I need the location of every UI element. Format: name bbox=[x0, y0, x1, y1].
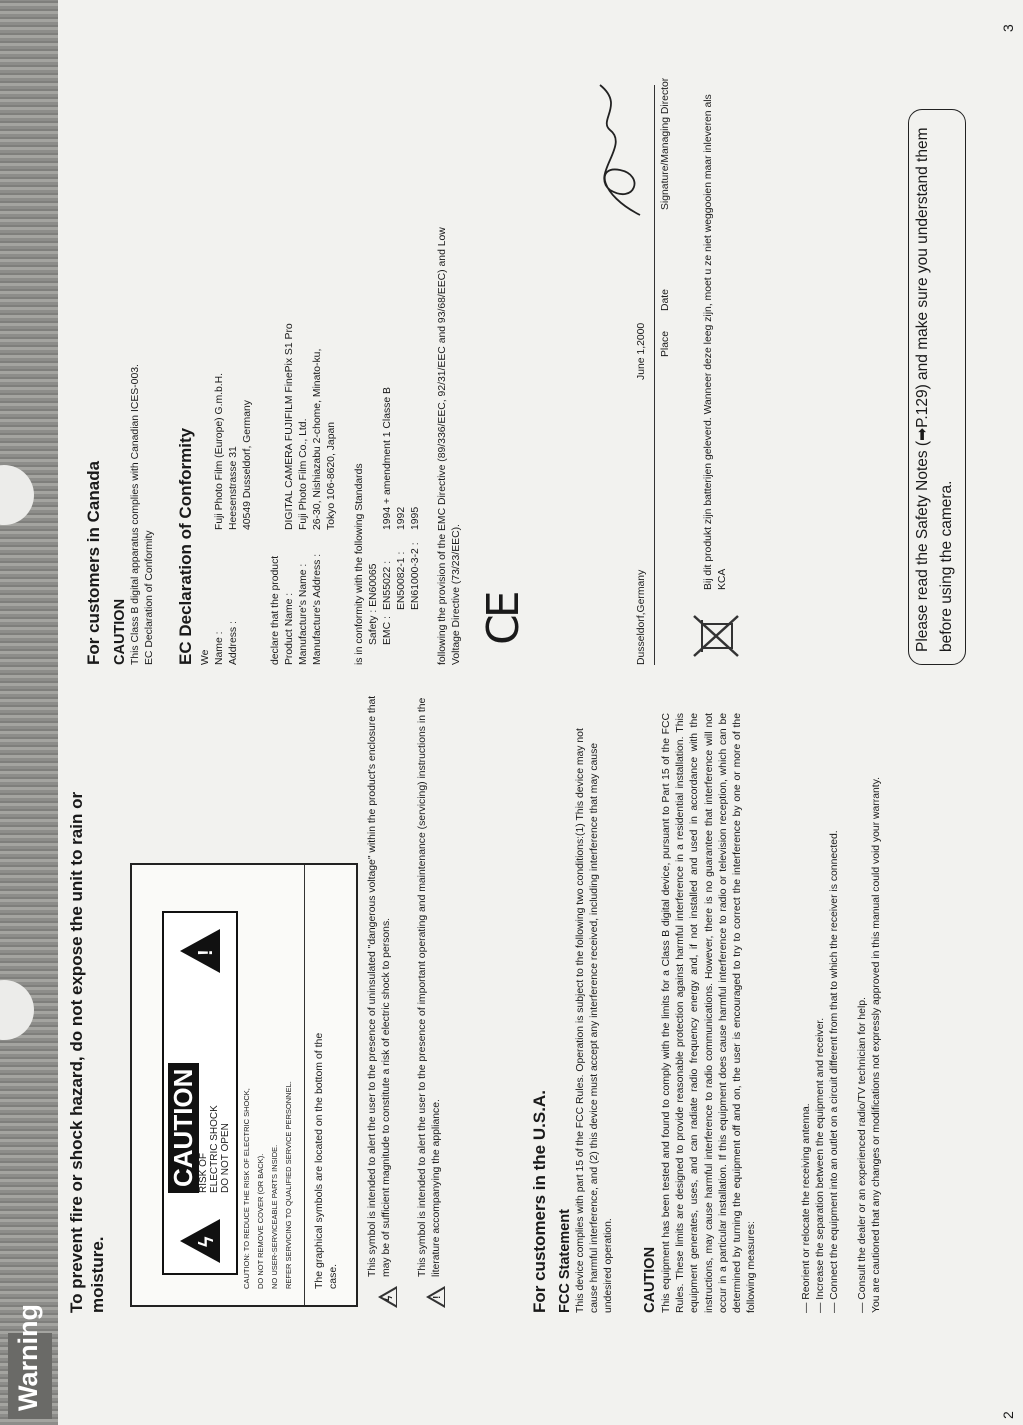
safety-note-text: Please read the Safety Notes (➡P.129) and make sure you understand them before using the camera. bbox=[914, 127, 955, 652]
exclamation-glyph: ! bbox=[195, 949, 217, 956]
conformity-text: is in conformity with the following Standards bbox=[354, 463, 365, 665]
fcc-heading: FCC Statement bbox=[557, 1209, 573, 1313]
address-label: Address : bbox=[228, 621, 239, 665]
plate-line: DO NOT OPEN bbox=[220, 1123, 231, 1193]
address-line: Heesenstrasse 31 bbox=[228, 446, 239, 530]
crossed-bin-icon bbox=[690, 612, 742, 660]
box-divider bbox=[304, 865, 305, 1305]
caution-line: DO NOT REMOVE COVER (OR BACK). bbox=[256, 1153, 265, 1289]
signature-icon bbox=[590, 75, 650, 225]
punch-hole bbox=[0, 980, 34, 1040]
we-label: We bbox=[200, 649, 211, 665]
measure-1: — Reorient or relocate the receiving antenna. bbox=[801, 1103, 812, 1313]
punch-hole bbox=[0, 465, 34, 525]
header-band bbox=[0, 0, 58, 1425]
emc-code: EN55022 : bbox=[382, 560, 393, 610]
name-label: Name : bbox=[214, 631, 225, 665]
mfr-address-label: Manufacture's Address : bbox=[312, 553, 323, 665]
directive-text: following the provision of the EMC Directive (89/336/EEC, 92/31/EEC and 93/68/EEC) and Low Voltage Directive (73/23/EEC). bbox=[437, 227, 463, 665]
caution-plate bbox=[162, 911, 238, 1275]
product-value: DIGITAL CAMERA FUJIFILM FinePix S1 Pro bbox=[284, 323, 295, 530]
measure-4: — Consult the dealer or an experienced radio/TV technician for help. bbox=[857, 997, 868, 1313]
place-label: Place bbox=[660, 331, 671, 357]
lightning-glyph: ϟ bbox=[196, 1236, 218, 1247]
declare-text: declare that the product bbox=[270, 555, 281, 665]
page-title: Warning bbox=[8, 1333, 52, 1419]
warning-box bbox=[130, 863, 358, 1307]
exclamation-symbol-glyph: ! bbox=[432, 1295, 443, 1299]
safety-note-box bbox=[908, 109, 966, 665]
symbols-note: The graphical symbols are located on the bottom of the case. bbox=[313, 1032, 340, 1289]
emc-code: EN50082-1 : bbox=[396, 551, 407, 610]
canada-text: This Class B digital apparatus complies with Canadian ICES-003. bbox=[130, 364, 141, 665]
lightning-symbol-glyph: ϟ bbox=[384, 1295, 395, 1301]
caution-lines bbox=[240, 1081, 296, 1289]
place-value: Dusseldorf,Germany bbox=[636, 569, 647, 665]
plate-line: ELECTRIC SHOCK bbox=[209, 1105, 220, 1193]
final-warning: You are cautioned that any changes or modifications not expressly approved in this manual could void your warranty. bbox=[871, 776, 882, 1313]
safety-standard: Safety : EN60065 bbox=[368, 563, 379, 645]
battery-text: Bij dit produkt zijn batterijen geleverd. Wanneer deze leeg zijn, moet u ze niet weggooien maar inleveren als KCA bbox=[703, 94, 729, 590]
plate-line: RISK OF bbox=[198, 1152, 209, 1193]
mfr-value: Fuji Photo Film Co., Ltd. bbox=[298, 418, 309, 530]
measure-2: — Increase the separation between the equipment and receiver. bbox=[815, 1017, 826, 1313]
emc-label: EMC : bbox=[382, 616, 393, 645]
canada-text-2: EC Declaration of Conformity bbox=[144, 530, 155, 665]
emc-value: 1995 bbox=[410, 506, 421, 530]
ec-heading: EC Declaration of Conformity bbox=[176, 427, 195, 665]
caution-text: This equipment has been tested and found to comply with the limits for a Class B digital device, pursuant to Part 15 of the FCC Rules. These limits are designed to provide reasonable protection against harmful interference in a residential installation. This equipment generates, uses, and can radiate radio frequency energy and, if not installed and used in accordance with the instructions, may cause harmful interference to radio communications. However, there is no guarantee that interference will not occur in a particular installation. If this equipment does cause harmful interference to radio or television reception, which can be determined by turning the equipment off and on, the user is encouraged to try to correct the interference by one or more of the following measures: bbox=[661, 713, 758, 1313]
signature-label: Signature/Managing Director bbox=[660, 77, 671, 210]
caution-plate-title: CAUTION bbox=[168, 1063, 199, 1193]
address-line: 40549 Dusseldorf, Germany bbox=[242, 400, 253, 530]
date-label: Date bbox=[660, 289, 671, 311]
emc-value: 1992 bbox=[396, 506, 407, 530]
ce-mark-icon: CE bbox=[478, 594, 529, 645]
canada-caution: CAUTION bbox=[112, 598, 128, 665]
emc-code: EN61000-3-2 : bbox=[410, 542, 421, 610]
fire-warning-lead: To prevent fire or shock hazard, do not expose the unit to rain or moisture. bbox=[67, 791, 107, 1313]
caution-line: NO USER-SERVICEABLE PARTS INSIDE. bbox=[270, 1144, 279, 1289]
mfr-address-line: 26-30, Nishiazabu 2-chome, Minato-ku, bbox=[312, 348, 323, 530]
caution-plate-text bbox=[198, 1105, 231, 1193]
signature-line bbox=[654, 85, 655, 665]
page-number-right: 3 bbox=[1000, 24, 1016, 32]
caution-line: CAUTION: TO REDUCE THE RISK OF ELECTRIC SHOCK, bbox=[242, 1088, 251, 1289]
symbol2-text: This symbol is intended to alert the user to the presence of important operating and maintenance (servicing) instructions in the literature accompanying the appliance. bbox=[417, 697, 443, 1277]
mfr-label: Manufacture's Name : bbox=[298, 563, 309, 665]
name-value: Fuji Photo Film (Europe) G.m.b.H. bbox=[214, 372, 225, 530]
page-number-left: 2 bbox=[1000, 1411, 1016, 1419]
canada-heading: For customers in Canada bbox=[84, 460, 103, 665]
product-label: Product Name : bbox=[284, 592, 295, 665]
fcc-text: This device complies with part 15 of the FCC Rules. Operation is subject to the following two conditions:(1) This device may not cause harmful interference, and (2) this device must accept any interference received, including interference that may cause undesired operation. bbox=[575, 728, 615, 1313]
usa-heading: For customers in the U.S.A. bbox=[530, 1090, 549, 1313]
caution-heading: CAUTION bbox=[642, 1246, 658, 1313]
date-value: June 1,2000 bbox=[636, 322, 647, 380]
caution-line: REFER SERVICING TO QUALIFIED SERVICE PERSONNEL. bbox=[284, 1081, 293, 1289]
symbol1-text: This symbol is intended to alert the user to the presence of uninsulated "dangerous voltage" within the product's enclosure that may be of sufficient magnitude to constitute a risk of electric shock to persons. bbox=[367, 695, 393, 1277]
emc-value: 1994 + amendment 1 Classe B bbox=[382, 387, 393, 530]
mfr-address-line: Tokyo 106-8620, Japan bbox=[326, 421, 337, 530]
measure-3: — Connect the equipment into an outlet on a circuit different from that to which the receiver is connected. bbox=[829, 830, 840, 1313]
